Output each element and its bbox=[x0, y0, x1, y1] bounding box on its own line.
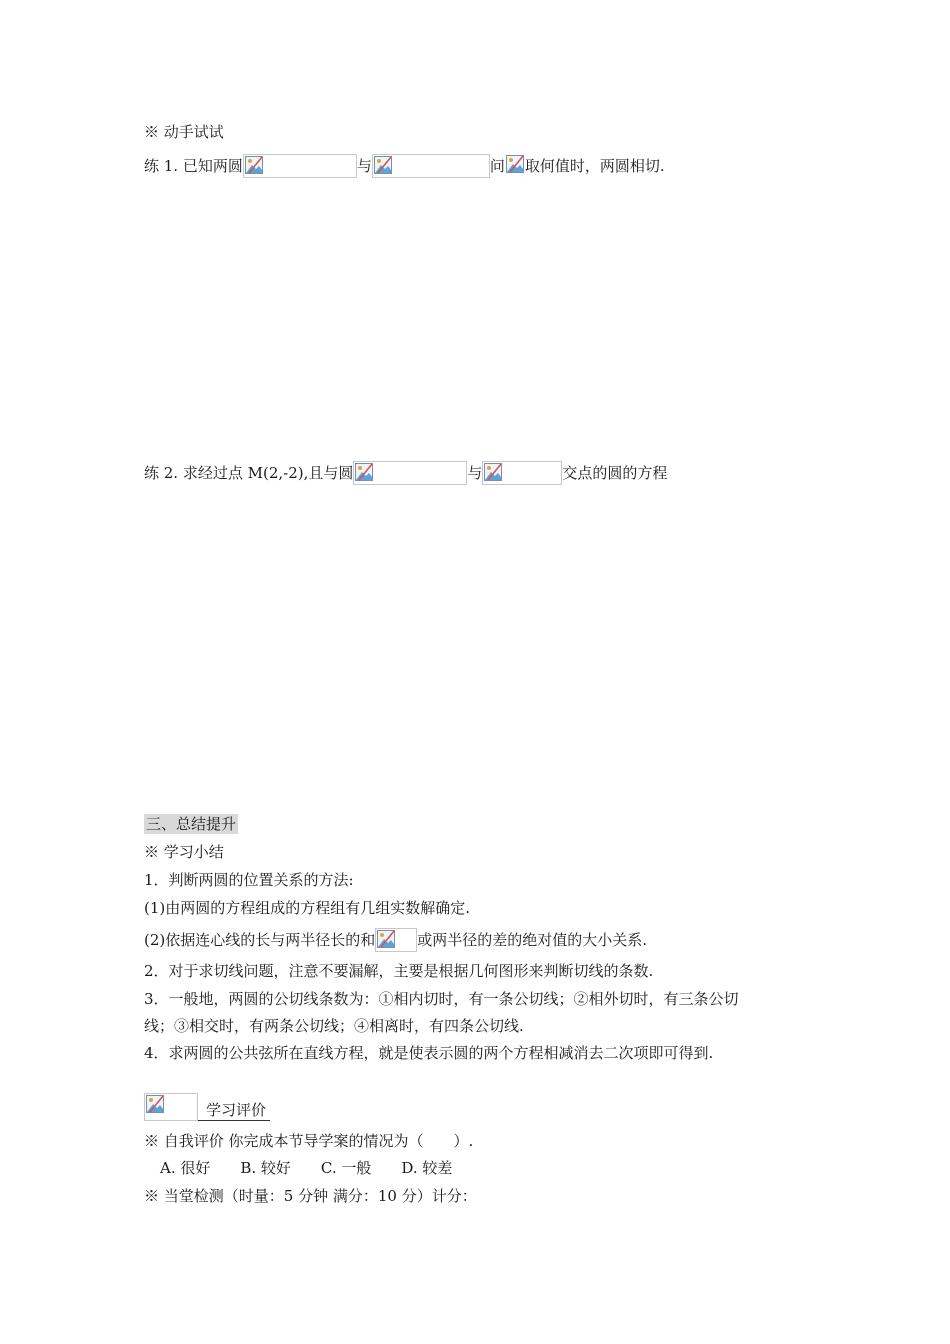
summary-item-1 bbox=[144, 870, 354, 890]
summary-item-3b bbox=[144, 1016, 524, 1036]
formula-image-4 bbox=[353, 461, 467, 485]
evaluation-options bbox=[160, 1158, 452, 1178]
summary-item-3b-text: 线；③相交时，有两条公切线；④相离时，有四条公切线. bbox=[144, 1017, 524, 1035]
summary-subheading bbox=[144, 842, 224, 862]
formula-image-5 bbox=[482, 461, 562, 485]
in-class-test-text: ※ 当堂检测（时量：5 分钟 满分：10 分）计分： bbox=[144, 1187, 477, 1205]
exercise-2 bbox=[144, 461, 667, 485]
ex2-suffix: 交点的圆的方程 bbox=[562, 464, 668, 482]
summary-item-1-text: 1．判断两圆的位置关系的方法: bbox=[144, 871, 354, 889]
summary-heading-text: 三、总结提升 bbox=[146, 815, 237, 833]
evaluation-title bbox=[144, 1093, 270, 1121]
ex1-mid2: 问 bbox=[489, 157, 505, 175]
summary-item-3a-text: 3．一般地，两圆的公切线条数为：①相内切时，有一条公切线；②相外切时，有三条公切 bbox=[144, 990, 739, 1008]
broken-image-icon bbox=[355, 463, 373, 481]
broken-image-icon bbox=[245, 156, 263, 174]
self-evaluation bbox=[144, 1131, 473, 1151]
summary-item-2 bbox=[144, 961, 653, 981]
ex1-suffix: 取何值时，两圆相切. bbox=[524, 157, 665, 175]
self-evaluation-text: ※ 自我评价 你完成本节导学案的情况为（ ）. bbox=[144, 1132, 474, 1150]
ex1-mid1: 与 bbox=[356, 157, 372, 175]
broken-image-icon bbox=[377, 930, 395, 948]
summary-subheading-text: ※ 学习小结 bbox=[144, 843, 224, 861]
formula-image-6 bbox=[375, 928, 417, 952]
broken-image-icon bbox=[484, 463, 502, 481]
formula-image-2 bbox=[372, 154, 490, 178]
broken-image-icon bbox=[374, 156, 392, 174]
summary-item-4-text: 4．求两圆的公共弦所在直线方程，就是使表示圆的两个方程相减消去二次项即可得到. bbox=[144, 1044, 714, 1062]
ex2-mid1: 与 bbox=[467, 464, 483, 482]
summary-item-1b-prefix: (2)依据连心线的长与两半径长的和 bbox=[144, 931, 376, 949]
summary-item-3a bbox=[144, 989, 739, 1009]
summary-item-2-text: 2．对于求切线问题，注意不要漏解，主要是根据几何图形来判断切线的条数. bbox=[144, 962, 654, 980]
broken-image-icon bbox=[506, 155, 524, 173]
summary-item-1b-suffix: 或两半径的差的绝对值的大小关系. bbox=[417, 931, 648, 949]
summary-item-1a bbox=[144, 898, 470, 918]
summary-item-1a-text: (1)由两圆的方程组成的方程组有几组实数解确定. bbox=[144, 899, 471, 917]
summary-item-4 bbox=[144, 1043, 713, 1063]
try-title-text: ※ 动手试试 bbox=[144, 123, 224, 141]
summary-heading bbox=[144, 814, 238, 834]
ex2-prefix: 练 2. 求经过点 M(2,-2),且与圆 bbox=[144, 464, 354, 482]
broken-image-icon bbox=[146, 1095, 164, 1113]
evaluation-options-text: A. 很好 B. 较好 C. 一般 D. 较差 bbox=[160, 1159, 453, 1177]
formula-image-1 bbox=[243, 154, 357, 178]
ex1-prefix: 练 1. 已知两圆 bbox=[144, 157, 243, 175]
logo-image bbox=[144, 1093, 198, 1121]
in-class-test bbox=[144, 1186, 477, 1206]
evaluation-title-text: 学习评价 bbox=[198, 1100, 270, 1121]
try-section-title bbox=[144, 122, 224, 142]
summary-item-1b bbox=[144, 928, 647, 952]
formula-image-3 bbox=[505, 154, 525, 178]
exercise-1 bbox=[144, 154, 665, 178]
